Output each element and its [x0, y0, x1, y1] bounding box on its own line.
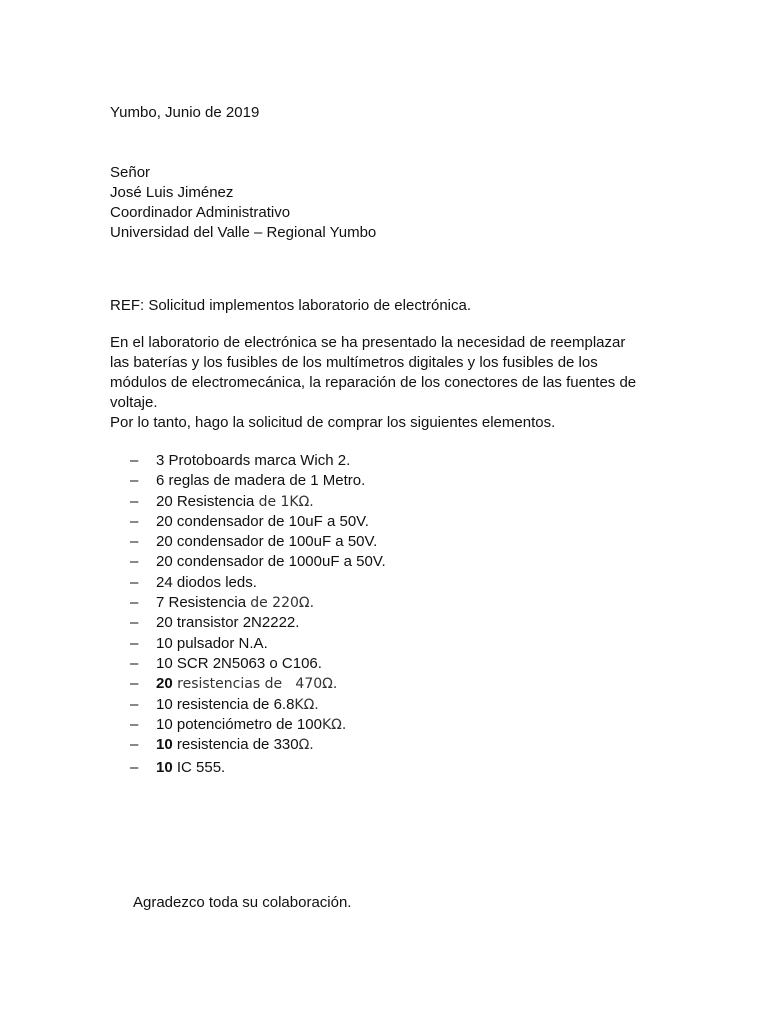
item-text [156, 451, 350, 471]
item-description: 6 reglas de madera de 1 Metro. [156, 472, 366, 490]
item-description: 20 transistor 2N2222. [156, 614, 300, 632]
item-quantity: 20 [156, 675, 173, 693]
item-description: 20 condensador de 100uF a 50V. [156, 533, 378, 551]
item-value: de 1KΩ. [258, 493, 314, 510]
item-description: 20 Resistencia [156, 492, 259, 510]
body-line: las baterías y los fusibles de los multímetros digitales y los fusibles de los [110, 354, 598, 371]
body-line: En el laboratorio de electrónica se ha presentado la necesidad de reemplazar [110, 334, 626, 351]
bullet-dash: – [130, 759, 139, 777]
item-description: 10 resistencia de 6.8 [156, 695, 295, 713]
item-quantity: 10 [156, 759, 173, 777]
item-text [156, 492, 314, 512]
bullet-dash: – [130, 492, 139, 510]
bullet-dash: – [130, 695, 139, 713]
recipient-title: Coordinador Administrativo [110, 204, 291, 221]
item-description: 7 Resistencia [156, 594, 251, 612]
bullet-dash: – [130, 654, 139, 672]
bullet-dash: – [130, 553, 139, 571]
bullet-dash: – [130, 594, 139, 612]
item-text [156, 715, 346, 735]
item-description: 20 condensador de 10uF a 50V. [156, 512, 369, 530]
item-description: 20 condensador de 1000uF a 50V. [156, 553, 386, 571]
bullet-dash: – [130, 533, 139, 551]
item-description: 24 diodos leds. [156, 573, 257, 591]
item-text [156, 573, 257, 593]
bullet-dash: – [130, 452, 139, 469]
bullet-dash: – [130, 736, 139, 754]
bullet-dash: – [130, 675, 139, 693]
body-line: voltaje. [110, 394, 158, 411]
item-text [156, 471, 365, 491]
item-value: de 220Ω. [250, 595, 315, 612]
item-text [156, 593, 314, 613]
bullet-dash: – [130, 573, 139, 591]
item-description: 10 pulsador N.A. [156, 634, 268, 652]
item-text [156, 674, 337, 694]
item-text [156, 613, 299, 633]
bullet-dash: – [130, 634, 139, 652]
item-text [156, 552, 386, 572]
date-line: Yumbo, Junio de 2019 [110, 104, 260, 121]
bullet-dash: – [130, 472, 139, 490]
bullet-dash: – [130, 715, 139, 733]
recipient-name: José Luis Jiménez [110, 184, 234, 201]
item-value: Ω. [298, 737, 314, 754]
item-text [156, 695, 319, 715]
closing-line: Agradezco toda su colaboración. [133, 894, 352, 911]
item-value: KΩ. [321, 716, 347, 733]
item-text [156, 634, 268, 654]
reference-line: REF: Solicitud implementos laboratorio de electrónica. [110, 297, 472, 314]
item-text [156, 532, 377, 552]
item-text [156, 654, 322, 674]
item-description: 10 potenciómetro de 100 [156, 715, 322, 733]
bullet-dash: – [130, 614, 139, 632]
recipient-salutation: Señor [110, 164, 151, 181]
recipient-institution: Universidad del Valle – Regional Yumbo [110, 224, 377, 241]
bullet-dash: – [130, 512, 139, 530]
item-text [156, 512, 369, 532]
item-value: resistencias de 470Ω. [172, 676, 338, 693]
item-quantity: 10 [156, 736, 173, 754]
body-line: Por lo tanto, hago la solicitud de comprar los siguientes elementos. [110, 414, 556, 431]
item-description: 10 SCR 2N5063 o C106. [156, 654, 322, 672]
body-paragraph [110, 333, 636, 433]
recipient-block [110, 163, 376, 243]
item-value: KΩ. [294, 696, 319, 713]
item-description: IC 555. [172, 759, 226, 777]
item-description: 3 Protoboards marca Wich 2. [156, 452, 351, 469]
item-text [156, 735, 314, 755]
body-line: módulos de electromecánica, la reparación de los conectores de las fuentes de [110, 374, 637, 391]
item-description: resistencia de 330 [172, 736, 299, 754]
item-text [156, 758, 225, 778]
